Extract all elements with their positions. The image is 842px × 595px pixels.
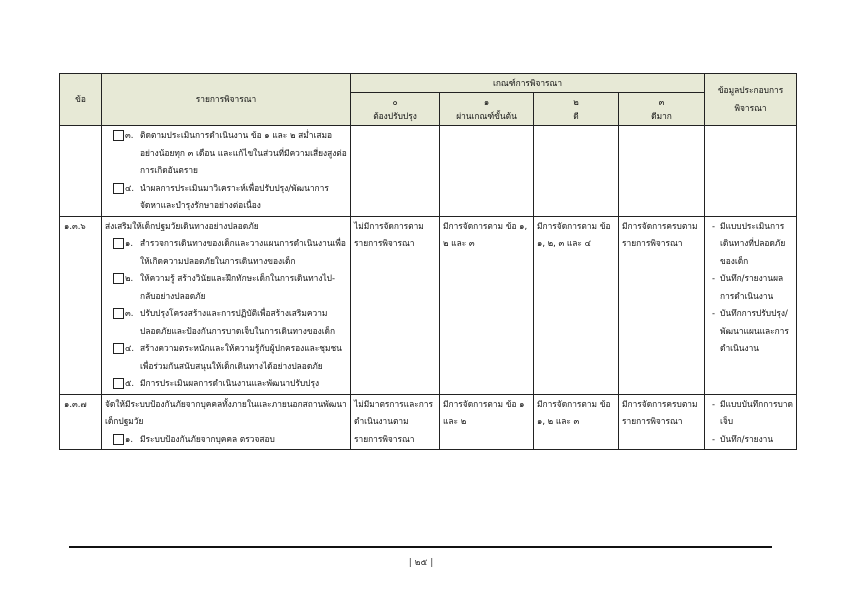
evidence-cell xyxy=(705,216,797,394)
header-level-1 xyxy=(440,93,534,126)
level-3-cell: มีการจัดการครบตามรายการพิจารณา xyxy=(619,394,705,450)
item-text: สร้างความตระหนักและให้ความรู้กับผู้ปกครองและชุมชน เพื่อร่วมกันสนับสนุนให้เด็กเดินทางได้อย่างปลอดภัย xyxy=(140,343,342,371)
header-level-0 xyxy=(351,93,440,126)
level-1-cell: มีการจัดการตาม ข้อ ๑ และ ๒ xyxy=(440,394,534,450)
item-text: มีการประเมินผลการดำเนินงานและพัฒนาปรับปรุง xyxy=(140,378,320,388)
row-number xyxy=(60,126,102,217)
level-label: ดีมาก xyxy=(651,111,672,121)
checkbox-icon[interactable] xyxy=(113,434,124,445)
checklist-item xyxy=(105,431,347,449)
header-level-3 xyxy=(619,93,705,126)
level-1-cell xyxy=(440,126,534,217)
item-cell xyxy=(102,216,351,394)
level-1-cell: มีการจัดการตาม ข้อ ๑, ๒ และ ๓ xyxy=(440,216,534,394)
evidence-item: - มีแบบประเมินการเดินทางที่ปลอดภัยของเด็ก xyxy=(712,220,786,266)
level-2-cell: มีการจัดการตาม ข้อ ๑, ๒, ๓ และ ๔ xyxy=(534,216,619,394)
item-number: ๑. xyxy=(125,238,133,248)
checkbox-icon[interactable] xyxy=(113,273,124,284)
item-cell xyxy=(102,126,351,217)
checkbox-icon[interactable] xyxy=(113,308,124,319)
header-item: รายการพิจารณา xyxy=(102,74,351,126)
checklist-item xyxy=(105,305,347,340)
level-number: ๒ xyxy=(573,97,579,107)
table-row xyxy=(60,216,797,394)
level-label: ต้องปรับปรุง xyxy=(373,111,417,121)
item-text: ให้ความรู้ สร้างวินัยและฝึกทักษะเด็กในการเดินทางไป-กลับอย่างปลอดภัย xyxy=(140,273,336,301)
header-criteria: เกณฑ์การพิจารณา xyxy=(351,74,705,93)
evidence-text: มีแบบบันทึกการบาดเจ็บ xyxy=(720,398,793,426)
checkbox-icon[interactable] xyxy=(113,378,124,389)
item-number: ๑. xyxy=(125,433,133,444)
level-0-cell: ไม่มีมาตรการและการดำเนินงานตามรายการพิจารณา xyxy=(351,394,440,450)
checkbox-icon[interactable] xyxy=(113,238,124,249)
item-cell xyxy=(102,394,351,450)
evidence-item: - บันทึก/รายงานผลการดำเนินงาน xyxy=(712,273,784,301)
level-number: ๑ xyxy=(483,97,490,107)
page-number: | ๒๕ | xyxy=(408,558,434,568)
level-3-cell xyxy=(619,126,705,217)
evidence-text: บันทึก/รายงาน xyxy=(720,433,774,444)
level-label: ดี xyxy=(573,111,579,121)
level-label: ผ่านเกณฑ์ขั้นต้น xyxy=(456,111,517,121)
level-2-cell: มีการจัดการตาม ข้อ ๑, ๒ และ ๓ xyxy=(534,394,619,450)
item-lead: ส่งเสริมให้เด็กปฐมวัยเดินทางอย่างปลอดภัย xyxy=(105,220,259,231)
row-number: ๑.๓.๗ xyxy=(60,394,102,450)
item-text: นำผลการประเมินมาวิเคราะห์เพื่อปรับปรุง/พัฒนาการจัดหาและบำรุงรักษาอย่างต่อเนื่อง xyxy=(140,182,329,210)
evidence-cell xyxy=(705,126,797,217)
item-number: ๔. xyxy=(125,343,135,353)
level-number: ๐ xyxy=(392,97,398,107)
table-row xyxy=(60,394,797,450)
header-row-top xyxy=(60,74,797,93)
checkbox-icon[interactable] xyxy=(113,343,124,354)
item-lead: จัดให้มีระบบป้องกันภัยจากบุคคลทั้งภายในและภายนอกสถานพัฒนาเด็กปฐมวัย xyxy=(105,398,347,426)
item-number: ๔. xyxy=(125,182,135,193)
footer-divider xyxy=(69,546,772,548)
checklist-item xyxy=(105,235,347,270)
checklist-item xyxy=(105,270,347,305)
item-number: ๒. xyxy=(125,273,134,283)
header-level-2 xyxy=(534,93,619,126)
evidence-item: - มีแบบบันทึกการบาดเจ็บ xyxy=(712,398,793,426)
checklist-item xyxy=(105,127,347,180)
level-3-cell: มีการจัดการครบตามรายการพิจารณา xyxy=(619,216,705,394)
header-no: ข้อ xyxy=(60,74,102,126)
evidence-text: มีแบบประเมินการเดินทางที่ปลอดภัยของเด็ก xyxy=(720,220,786,266)
item-number: ๓. xyxy=(125,308,134,318)
evidence-item: - บันทึกการปรับปรุง/พัฒนาแผนและการดำเนินงาน xyxy=(712,308,789,353)
checklist-item xyxy=(105,375,347,393)
item-text: มีระบบป้องกันภัยจากบุคคล ตรวจสอบ xyxy=(140,433,275,444)
level-2-cell xyxy=(534,126,619,217)
checklist-item xyxy=(105,180,347,215)
item-text: ปรับปรุงโครงสร้างและการปฏิบัติเพื่อสร้างเสริมความปลอดภัยและป้องกันการบาดเจ็บในการเดินทางของเด็ก xyxy=(140,308,336,336)
level-number: ๓ xyxy=(658,97,665,107)
item-text: สำรวจการเดินทางของเด็กและวางแผนการดำเนินงานเพื่อให้เกิดความปลอดภัยในการเดินทางของเด็ก xyxy=(140,238,346,266)
item-text: ติดตามประเมินการดำเนินงาน ข้อ ๑ และ ๒ สม่ำเสมออย่างน้อยทุก ๓ เดือน และแก้ไขในส่วนที่มีความเสี่ยงสูงต่อการเกิดอันตราย xyxy=(140,130,347,175)
evidence-text: บันทึกการปรับปรุง/พัฒนาแผนและการดำเนินงาน xyxy=(720,308,789,353)
row-number: ๑.๓.๖ xyxy=(60,216,102,394)
checklist-item xyxy=(105,340,347,375)
evidence-item: - บันทึก/รายงาน xyxy=(712,433,774,444)
level-0-cell: ไม่มีการจัดการตามรายการพิจารณา xyxy=(351,216,440,394)
table-row xyxy=(60,126,797,217)
checkbox-icon[interactable] xyxy=(113,183,124,194)
criteria-table xyxy=(59,73,797,450)
level-0-cell xyxy=(351,126,440,217)
header-evidence: ข้อมูลประกอบการพิจารณา xyxy=(705,74,797,126)
item-number: ๕. xyxy=(125,378,135,388)
item-number: ๓. xyxy=(125,130,134,140)
checkbox-icon[interactable] xyxy=(113,130,124,141)
evidence-text: บันทึก/รายงานผลการดำเนินงาน xyxy=(720,273,784,301)
evidence-cell xyxy=(705,394,797,450)
